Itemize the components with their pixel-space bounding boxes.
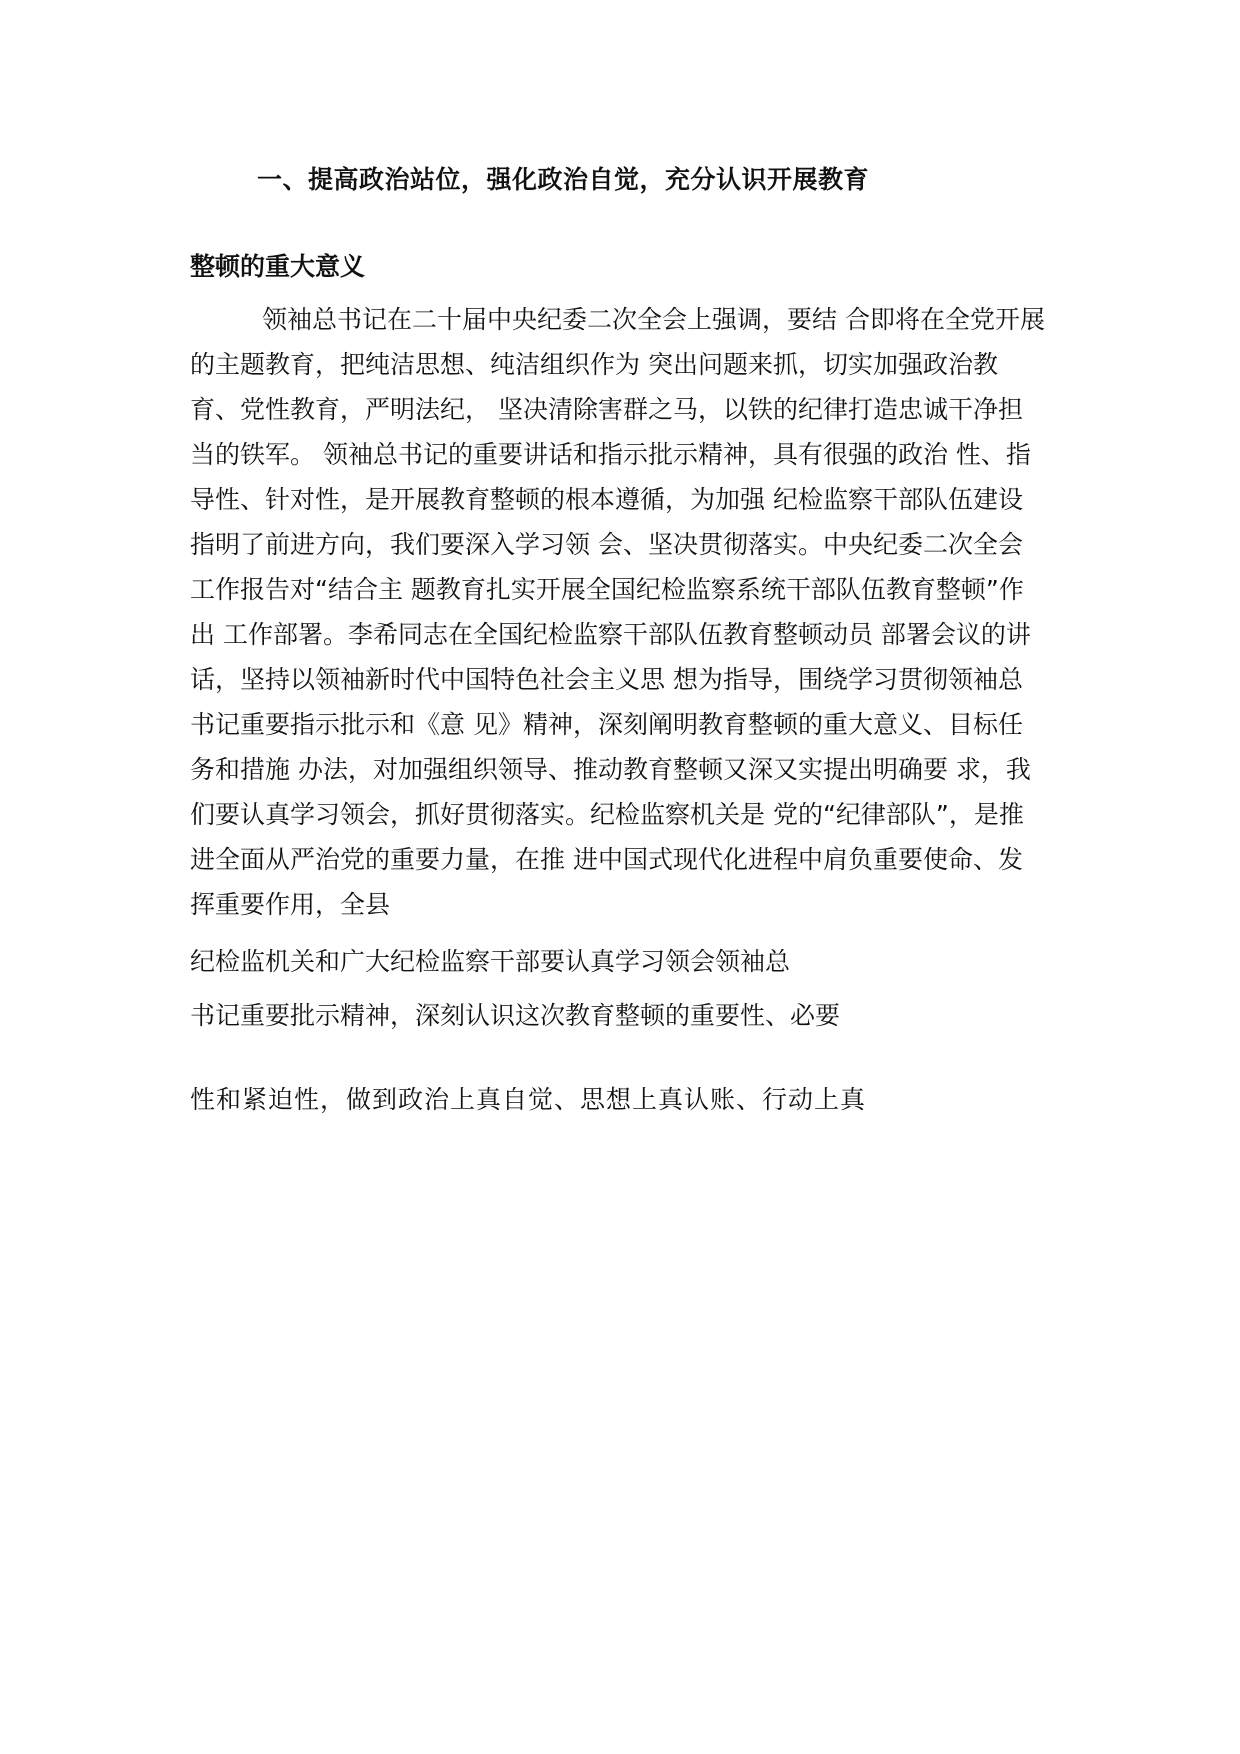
tail-text-line: 纪检监机关和广大纪检监察干部要认真学习领会领袖总 xyxy=(190,947,791,976)
paragraph-line: 出 工作部署。李希同志在全国纪检监察干部队伍教育整顿动员 部署会议的讲 xyxy=(190,620,1031,649)
paragraph-line: 指明了前进方向，我们要深入学习领 会、坚决贯彻落实。中央纪委二次全会 xyxy=(190,530,1023,559)
paragraph-line: 书记重要指示批示和《意 见》精神，深刻阐明教育整顿的重大意义、目标任 xyxy=(190,710,1023,739)
paragraph-line: 们要认真学习领会，抓好贯彻落实。纪检监察机关是 党的“纪律部队”，是推 xyxy=(190,800,1024,829)
paragraph-line: 领袖总书记在二十届中央纪委二次全会上强调，要结 合即将在全党开展 xyxy=(262,305,1045,334)
body-paragraph xyxy=(190,297,1070,927)
section-heading: 一、提高政治站位，强化政治自觉，充分认识开展教育 xyxy=(257,165,870,194)
tail-text-line: 书记重要批示精神，深刻认识这次教育整顿的重要性、必要 xyxy=(190,1001,841,1030)
paragraph-line: 挥重要作用，全县 xyxy=(190,890,391,919)
section-heading-continued: 整顿的重大意义 xyxy=(190,252,366,281)
paragraph-line: 当的铁军。 领袖总书记的重要讲话和指示批示精神，具有很强的政治 性、指 xyxy=(190,440,1031,469)
tail-text-line: 性和紧迫性，做到政治上真自觉、思想上真认账、行动上真 xyxy=(190,1085,867,1114)
paragraph-line: 育、党性教育，严明法纪， 坚决清除害群之马，以铁的纪律打造忠诚干净担 xyxy=(190,395,1023,424)
paragraph-line: 的主题教育，把纯洁思想、纯洁组织作为 突出问题来抓，切实加强政治教 xyxy=(190,350,998,379)
paragraph-line: 进全面从严治党的重要力量，在推 进中国式现代化进程中肩负重要使命、发 xyxy=(190,845,1023,874)
paragraph-line: 导性、针对性，是开展教育整顿的根本遵循，为加强 纪检监察干部队伍建设 xyxy=(190,485,1023,514)
paragraph-line: 工作报告对“结合主 题教育扎实开展全国纪检监察系统干部队伍教育整顿”作 xyxy=(190,575,1024,604)
paragraph-line: 务和措施 办法，对加强组织领导、推动教育整顿又深又实提出明确要 求，我 xyxy=(190,755,1031,784)
paragraph-line: 话，坚持以领袖新时代中国特色社会主义思 想为指导，围绕学习贯彻领袖总 xyxy=(190,665,1023,694)
